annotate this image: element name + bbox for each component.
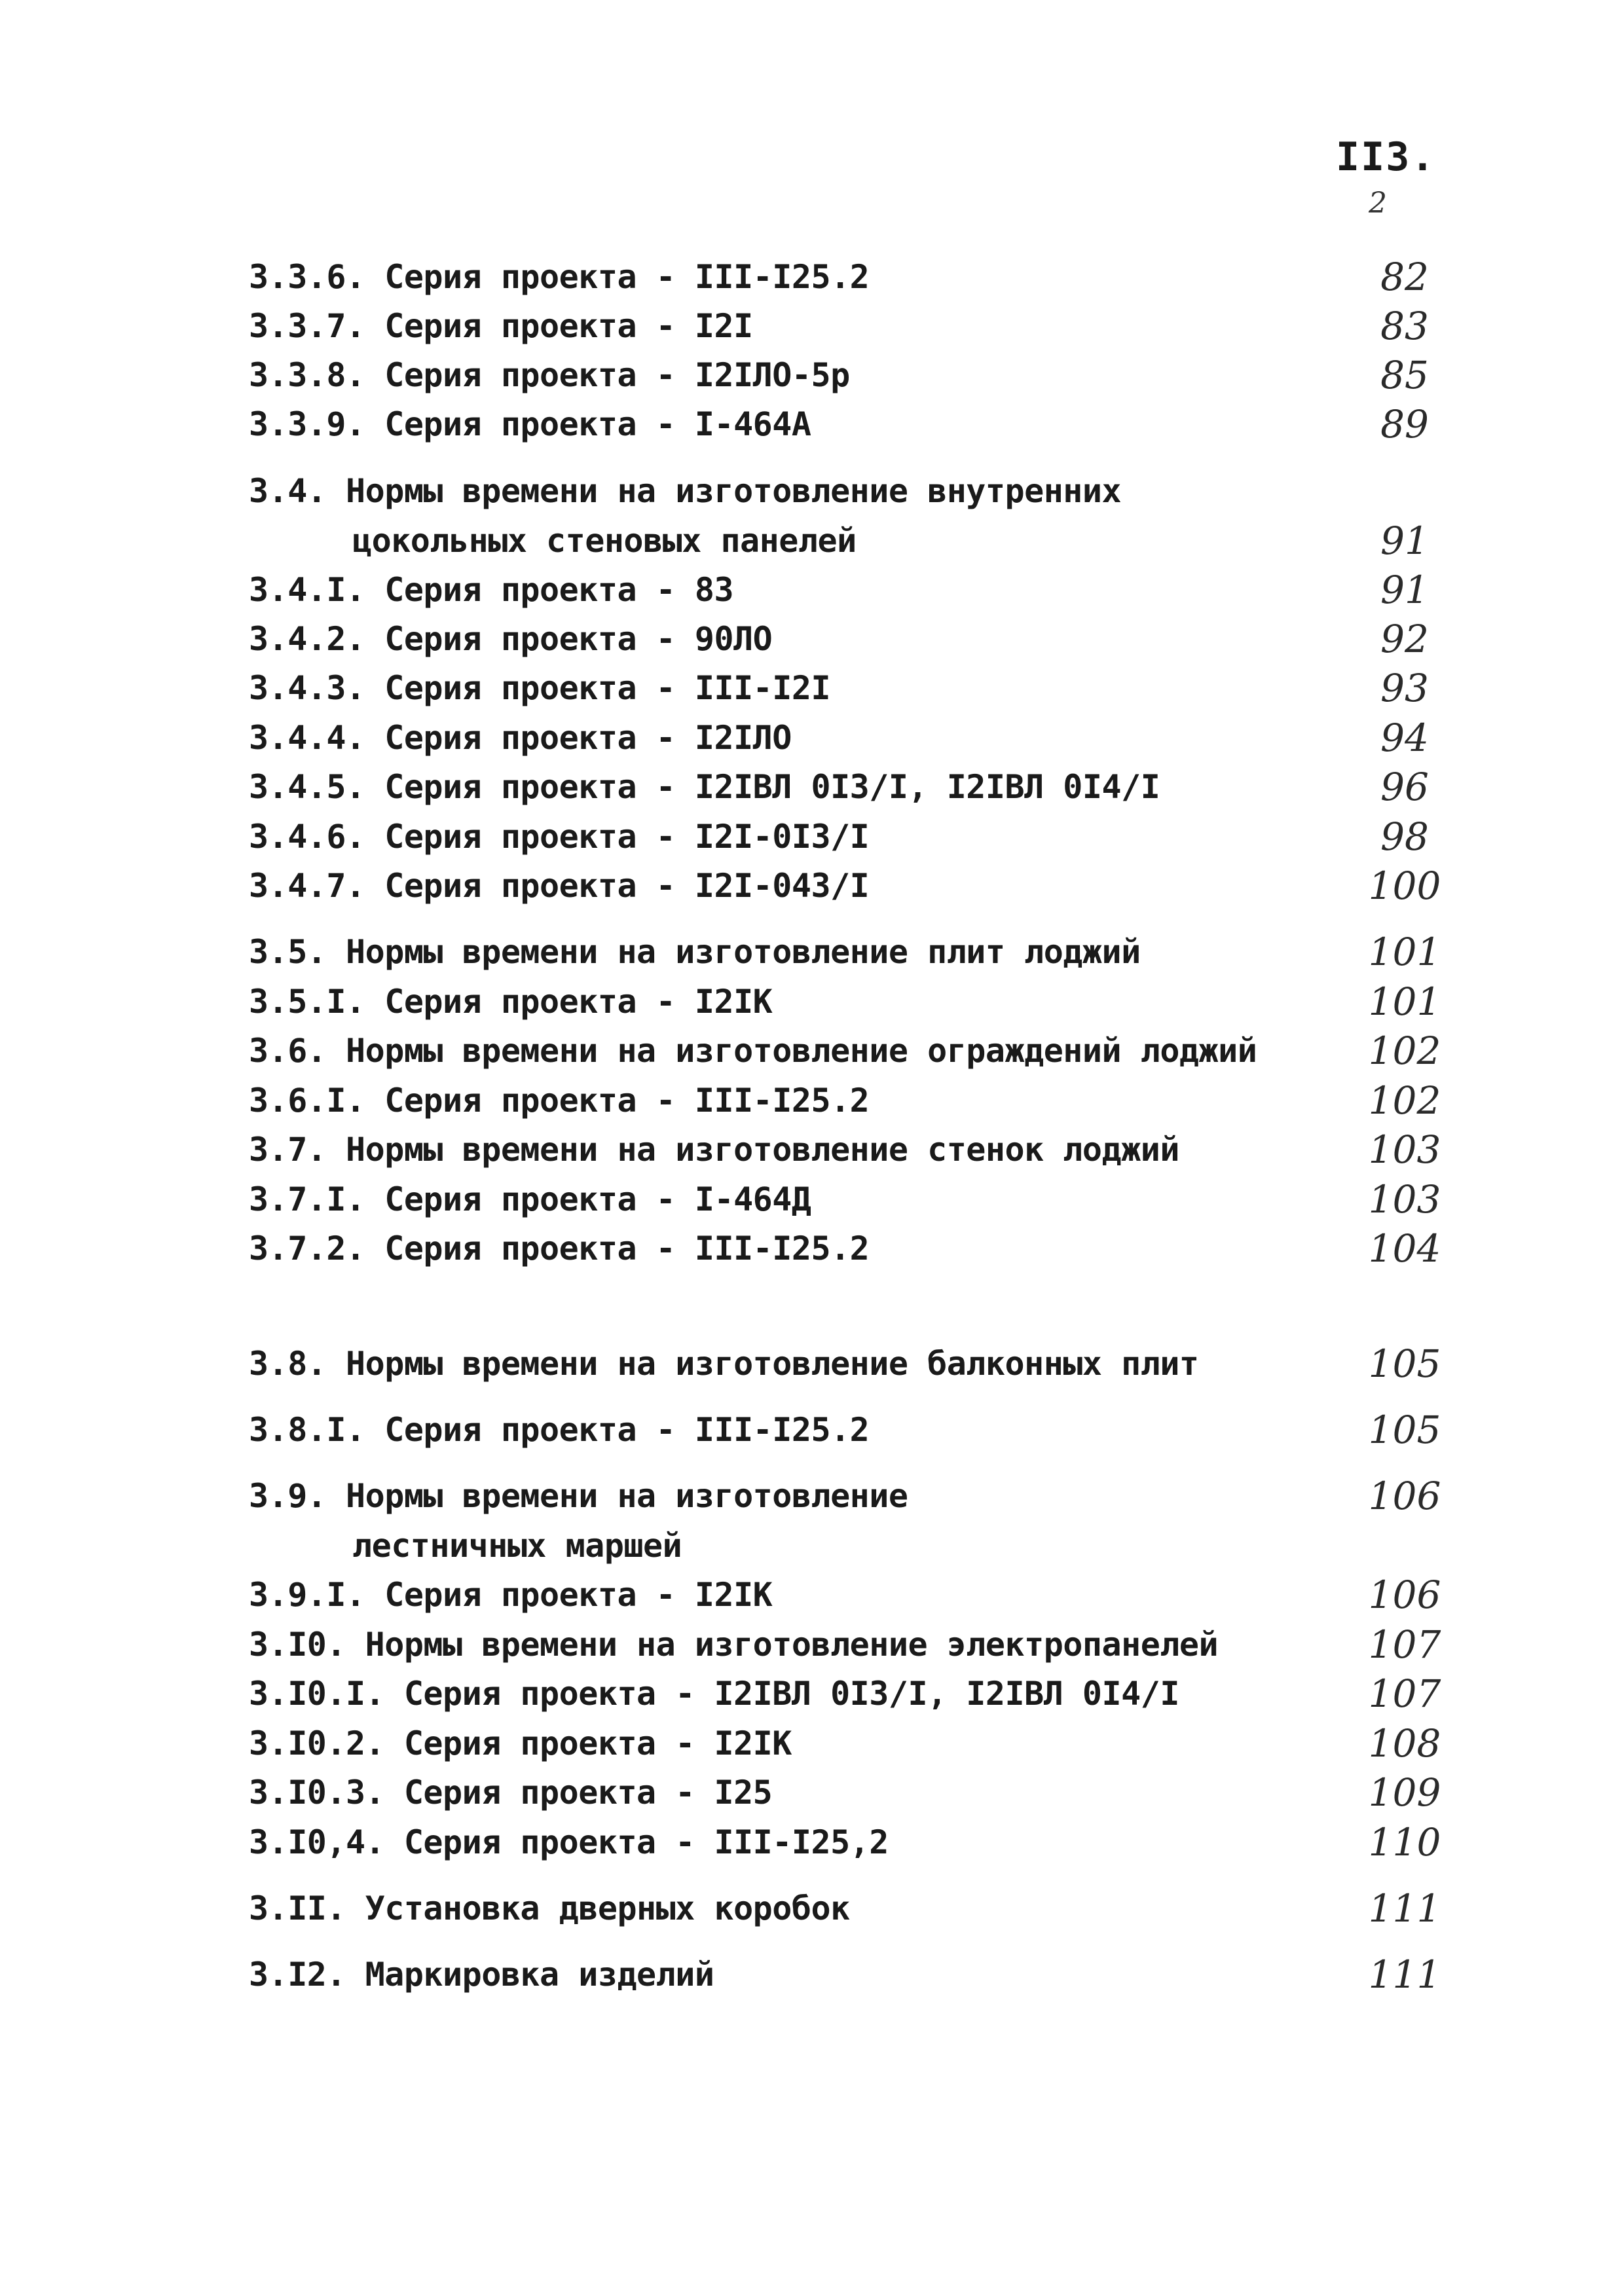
toc-entry-text: 3.I2. Маркировка изделий [249, 1956, 714, 1994]
toc-entry-text: 3.4.I. Серия проекта - 83 [249, 571, 734, 609]
toc-entry-text: 3.8. Нормы времени на изготовление балконных плит [249, 1345, 1199, 1383]
toc-entry-page: 103 [1368, 1177, 1441, 1222]
toc-entry-text: 3.5.I. Серия проекта - I2IК [249, 983, 773, 1021]
toc-entry-page: 92 [1380, 617, 1429, 661]
toc-entry-page: 110 [1368, 1820, 1441, 1865]
toc-entry-page: 106 [1368, 1573, 1441, 1617]
toc-entry-page: 101 [1368, 930, 1441, 974]
toc-entry-page: 98 [1380, 814, 1429, 859]
toc-entry-page: 107 [1368, 1622, 1441, 1667]
toc-entry-line: 3.4. Нормы времени на изготовление внутренних [249, 472, 1122, 510]
toc-entry-text: 3.3.8. Серия проекта - I2IЛО-5р [249, 356, 850, 394]
toc-entry-text: 3.I0.3. Серия проекта - I25 [249, 1774, 773, 1812]
toc-entry-line: 3.9. Нормы времени на изготовление [249, 1477, 908, 1515]
page-mark: 2 [1369, 187, 1387, 220]
toc-entry-page: 82 [1380, 255, 1429, 299]
toc-entry-text: 3.I0.2. Серия проекта - I2IК [249, 1724, 792, 1762]
toc-entry-text: 3.4.4. Серия проекта - I2IЛО [249, 719, 792, 757]
toc-entry-text: 3.9.I. Серия проекта - I2IК [249, 1576, 773, 1614]
page-number: II3. [1336, 134, 1436, 180]
toc-entry-text [249, 466, 1121, 566]
toc-entry-page: 111 [1368, 1952, 1441, 1997]
toc-entry-text: 3.7. Нормы времени на изготовление стенок лоджий [249, 1131, 1179, 1169]
toc-entry-text: 3.6. Нормы времени на изготовление ограждений лоджий [249, 1032, 1257, 1070]
toc-entry-text: 3.5. Нормы времени на изготовление плит лоджий [249, 933, 1141, 971]
toc-entry-text: 3.I0,4. Серия проекта - III-I25,2 [249, 1823, 889, 1861]
toc-entry-line-continued: цокольных стеновых панелей [352, 522, 857, 560]
toc-entry-text: 3.6.I. Серия проекта - III-I25.2 [249, 1082, 870, 1120]
toc-entry-text: 3.4.3. Серия проекта - III-I2I [249, 669, 831, 707]
toc-entry-page: 83 [1380, 304, 1429, 348]
toc-entry-page: 102 [1368, 1029, 1441, 1073]
toc-entry-page: 107 [1368, 1671, 1441, 1716]
toc-entry-text: 3.7.I. Серия проекта - I-464Д [249, 1180, 811, 1218]
toc-entry-text: 3.4.6. Серия проекта - I2I-0I3/I [249, 818, 870, 856]
toc-entry-page: 91 [1380, 568, 1429, 612]
toc-entry-text: 3.3.6. Серия проекта - III-I25.2 [249, 258, 870, 296]
toc-entry-page: 93 [1380, 666, 1429, 710]
toc-entry-page: 85 [1380, 353, 1429, 397]
toc-entry-page: 103 [1368, 1127, 1441, 1172]
toc-entry-text [249, 1471, 908, 1571]
toc-entry-page: 89 [1380, 402, 1429, 446]
toc-entry-page: 105 [1368, 1341, 1441, 1386]
toc-entry-line-continued: лестничных маршей [352, 1527, 682, 1565]
toc-entry-page: 100 [1368, 864, 1441, 908]
toc-entry-page: 109 [1368, 1770, 1441, 1815]
toc-entry-text: 3.I0.I. Серия проекта - I2IВЛ 0I3/I, I2IВЛ 0I4/I [249, 1675, 1179, 1713]
toc-entry-text: 3.4.7. Серия проекта - I2I-043/I [249, 867, 870, 905]
toc-entry-text: 3.II. Установка дверных коробок [249, 1889, 850, 1927]
toc-entry-text: 3.4.5. Серия проекта - I2IВЛ 0I3/I, I2IВЛ 0I4/I [249, 768, 1160, 806]
toc-entry-page: 105 [1368, 1408, 1441, 1452]
toc-entry-page: 96 [1380, 765, 1429, 809]
toc-entry-page: 94 [1380, 716, 1429, 760]
toc-entry-page: 108 [1368, 1721, 1441, 1766]
toc-entry-text: 3.3.9. Серия проекта - I-464А [249, 405, 811, 443]
toc-entry-page: 106 [1368, 1474, 1441, 1518]
toc-entry-text: 3.7.2. Серия проекта - III-I25.2 [249, 1230, 870, 1267]
toc-entry-page: 101 [1368, 979, 1441, 1024]
toc-entry-page: 91 [1380, 519, 1429, 563]
toc-entry-page: 104 [1368, 1226, 1441, 1271]
toc-entry-page: 102 [1368, 1078, 1441, 1123]
toc-entry-text: 3.8.I. Серия проекта - III-I25.2 [249, 1411, 870, 1449]
toc-entry-text: 3.I0. Нормы времени на изготовление электропанелей [249, 1626, 1219, 1664]
toc-entry-text: 3.3.7. Серия проекта - I2I [249, 307, 753, 345]
toc-entry-text: 3.4.2. Серия проекта - 90ЛО [249, 620, 773, 658]
toc-entry-page: 111 [1368, 1886, 1441, 1931]
